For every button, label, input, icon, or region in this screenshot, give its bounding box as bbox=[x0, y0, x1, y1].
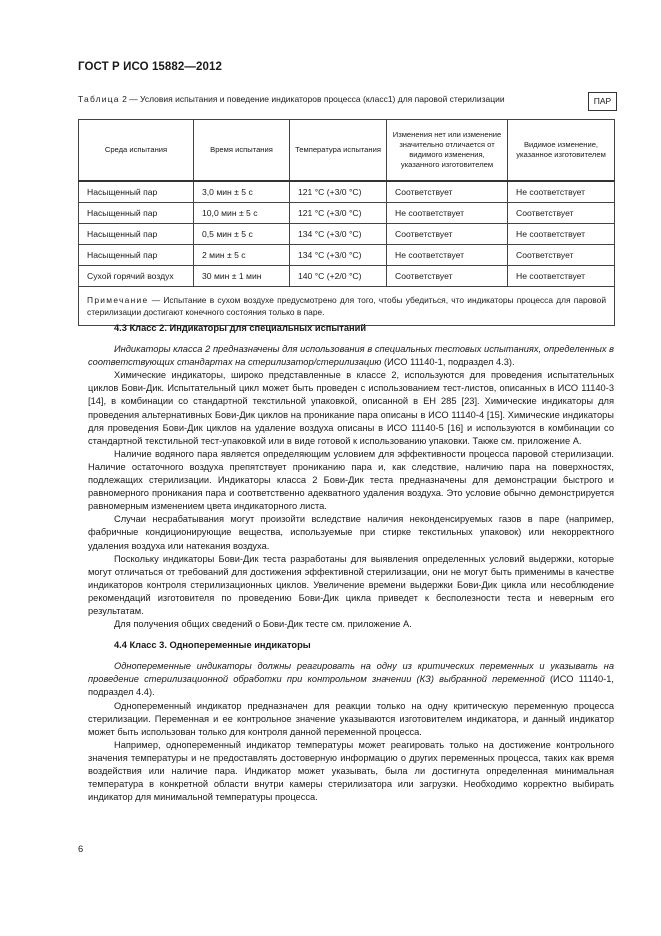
table-row bbox=[79, 181, 615, 203]
definition-reference: (ИСО 11140-1, подраздел 4.4). bbox=[88, 674, 614, 698]
definition-italic: Индикаторы класса 2 предназначены для использования в специальных тестовых испытаниях, определенных в соответствующих стандартах на стерилизатор/стерилизацию bbox=[88, 344, 614, 368]
table-caption-text: 2 — Условия испытания и поведение индикаторов процесса (класс1) для паровой стерилизации bbox=[119, 94, 505, 104]
paragraph: Поскольку индикаторы Бови-Дик теста разработаны для выявления определенных условий выдержки, которые могут отличаться от требований для достижения эффективной стерилизации, они не могут быть применимы в качестве индикаторов контроля стерилизационных циклов. Увеличение времени выдержки Бови-Дик цикла или несоблюдение рекомендаций изготовителя по проведению Бови-Дик цикла приведет к бесполезности теста и неверным его результатам. bbox=[88, 553, 614, 616]
paragraph: Химические индикаторы, широко представленные в классе 2, используются для проведения испытательных циклов Бови-Дик. Испытательный цикл может быть проведен с использованием тест-листов, описанных в ИСО 11140-3 [14], в комбинации со стандартной текстильной упаковкой, описанной в ЕН 285 [23]. Химические индикаторы для проведения альтернативных Бови-Дик циклов на проникание пара описаны в ИСО 11140-4 [15]. Химические индикаторы для проведения Бови-Дик циклов на удаление воздуха описаны в ИСО 11140-5 [16] и используются в комбинации со стандартной текстильной тест-упаковкой или в виде готовой к использованию упаковки. Также см. приложение А. bbox=[88, 370, 614, 446]
table-cell: Не соответствует bbox=[387, 203, 508, 224]
table-header-row bbox=[79, 120, 615, 182]
table-cell: Соответствует bbox=[387, 181, 508, 203]
paragraph: Случаи несрабатывания могут произойти вследствие наличия неконденсируемых газов в паре (например, фабричные кондиционирующие вещества, используемые при стирке текстильных упаковок) или некорректного удаления воздуха или натекания воздуха. bbox=[88, 514, 614, 551]
table-cell: 134 °С (+3/0 °С) bbox=[290, 245, 387, 266]
table-note bbox=[79, 287, 615, 326]
column-header-time: Время испытания bbox=[194, 120, 290, 182]
table-cell: Соответствует bbox=[387, 224, 508, 245]
column-header-visible-change: Видимое изменение, указанное изготовителем bbox=[508, 120, 615, 182]
column-header-temperature: Температура испытания bbox=[290, 120, 387, 182]
table-caption bbox=[78, 94, 575, 104]
table-cell: Насыщенный пар bbox=[79, 181, 194, 203]
table-cell: Соответствует bbox=[508, 245, 615, 266]
note-text: — Испытание в сухом воздухе предусмотрено для того, чтобы убедиться, что индикаторы процесса для паровой стерилизации достигают конечного состояния только в паре. bbox=[87, 295, 606, 317]
section-4-4-definition bbox=[88, 660, 614, 699]
table-cell: Не соответствует bbox=[508, 224, 615, 245]
document-header: ГОСТ Р ИСО 15882—2012 bbox=[78, 61, 223, 73]
paragraph: Наличие водяного пара является определяющим условием для эффективности процесса паровой стерилизации. Наличие остаточного воздуха препятствует прониканию пара и, как следствие, наличию пара на поверхностях, подлежащих стерилизации. Индикаторы класса 2 Бови-Дик теста предназначены для демонстрации быстрого и равномерного проникания пара и соответственно адекватного удаления воздуха. Это условие обычно демонстрируется равномерным изменением цвета индикаторного листа. bbox=[88, 448, 614, 512]
table-row bbox=[79, 266, 615, 287]
table-cell: 3,0 мин ± 5 с bbox=[194, 181, 290, 203]
table-note-row bbox=[79, 287, 615, 326]
column-header-medium: Среда испытания bbox=[79, 120, 194, 182]
table-cell: 140 °С (+2/0 °С) bbox=[290, 266, 387, 287]
table-cell: Насыщенный пар bbox=[79, 203, 194, 224]
column-header-no-change: Изменения нет или изменение значительно отличается от видимого изменения, указанного изготовителем bbox=[387, 120, 508, 182]
table-cell: Не соответствует bbox=[387, 245, 508, 266]
test-conditions-table bbox=[78, 119, 615, 326]
definition-reference: (ИСО 11140-1, подраздел 4.3). bbox=[381, 357, 515, 368]
table-cell: 121 °С (+3/0 °С) bbox=[290, 181, 387, 203]
body-text bbox=[88, 322, 614, 804]
paragraph: Например, однопеременный индикатор температуры может реагировать только на достижение контрольного значения температуры и не предоставлять достоверную информацию о других переменных процесса, таких как время воздействия или наличие пара. Индикатор может указывать, была ли достигнута определенная минимальная температура в конкретной области внутри камеры стерилизатора или загрузки. Необходимо корректно выбирать индикатор для минимальной температуры процесса. bbox=[88, 739, 614, 803]
page-number: 6 bbox=[78, 844, 84, 854]
table-cell: 121 °С (+3/0 °С) bbox=[290, 203, 387, 224]
table-cell: Не соответствует bbox=[508, 181, 615, 203]
table-row bbox=[79, 203, 615, 224]
table-cell: 0,5 мин ± 5 с bbox=[194, 224, 290, 245]
table-cell: 10,0 мин ± 5 с bbox=[194, 203, 290, 224]
note-label: Примечание bbox=[87, 295, 149, 305]
table-cell: Соответствует bbox=[387, 266, 508, 287]
steam-badge: ПАР bbox=[588, 92, 617, 111]
table-cell: 2 мин ± 5 с bbox=[194, 245, 290, 266]
section-4-3-heading: 4.3 Класс 2. Индикаторы для специальных испытаний bbox=[114, 323, 367, 333]
table-cell: Соответствует bbox=[508, 203, 615, 224]
table-caption-label: Таблица bbox=[78, 94, 120, 104]
table-cell: 134 °С (+3/0 °С) bbox=[290, 224, 387, 245]
paragraph: Однопеременный индикатор предназначен для реакции только на одну критическую переменную процесса стерилизации. Переменная и ее контрольное значение указываются изготовителем индикатора, и данный индикатор может быть использован только для контроля данной переменной процесса. bbox=[88, 700, 614, 737]
table-row bbox=[79, 245, 615, 266]
paragraph: Для получения общих сведений о Бови-Дик тесте см. приложение А. bbox=[114, 619, 412, 630]
table-cell: Сухой горячий воздух bbox=[79, 266, 194, 287]
section-4-3-definition bbox=[88, 343, 614, 369]
definition-italic: Однопеременные индикаторы должны реагировать на одну из критических переменных и указывать на проведение стерилизационной обработки при контрольном значении (КЗ) выбранной переменной bbox=[88, 661, 614, 685]
table-cell: 30 мин ± 1 мин bbox=[194, 266, 290, 287]
table-cell: Не соответствует bbox=[508, 266, 615, 287]
table-cell: Насыщенный пар bbox=[79, 224, 194, 245]
table-row bbox=[79, 224, 615, 245]
table-cell: Насыщенный пар bbox=[79, 245, 194, 266]
section-4-4-heading: 4.4 Класс 3. Однопеременные индикаторы bbox=[114, 640, 311, 651]
